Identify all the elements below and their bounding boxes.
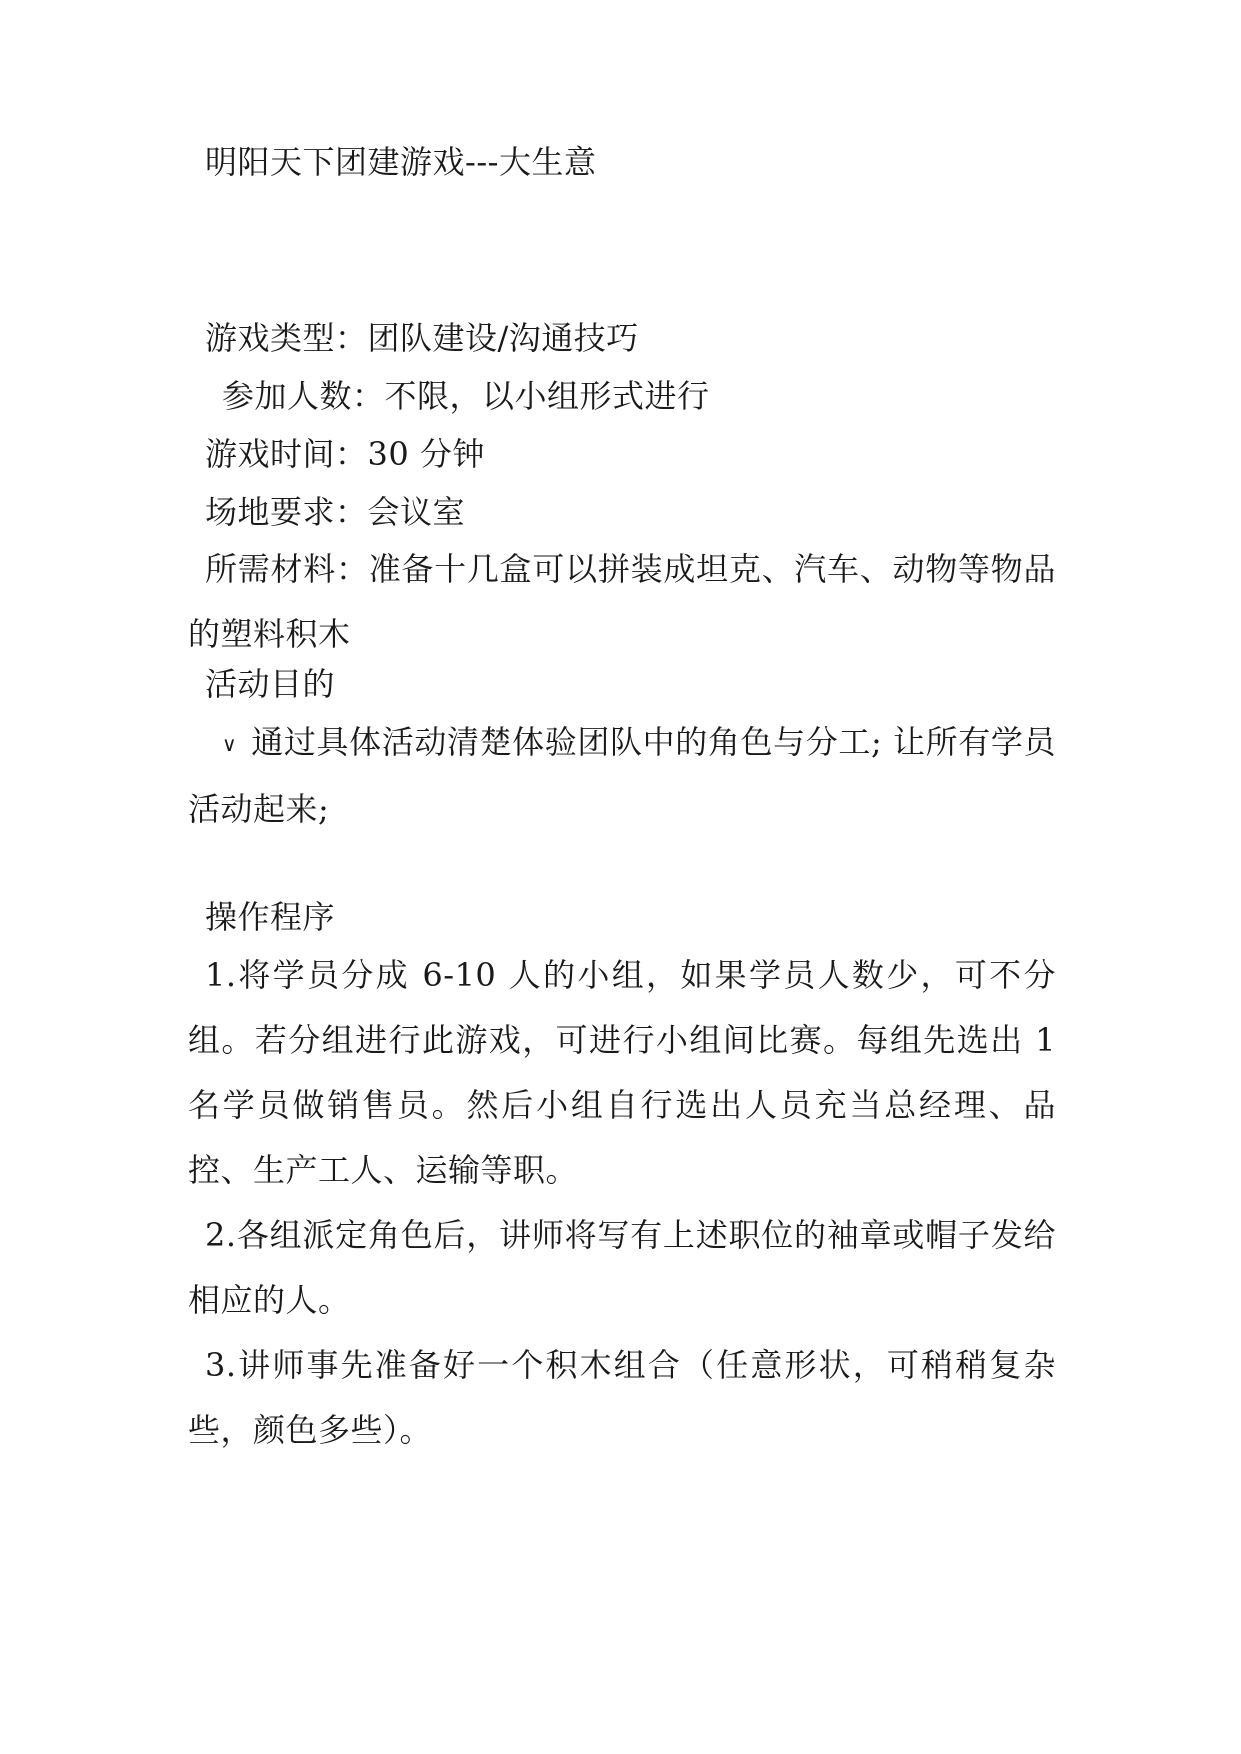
procedure-step-1: 1.将学员分成 6-10 人的小组，如果学员人数少，可不分组。若分组进行此游戏，可进行小组间比赛。每组先选出 1 名学员做销售员。然后小组自行选出人员充当总经理、品控、生产工人、运输等职。	[188, 956, 1056, 1189]
procedure-step-3: 3.讲师事先准备好一个积木组合（任意形状，可稍稍复杂些，颜色多些）。	[188, 1346, 1056, 1449]
info-participants: 参加人数：不限，以小组形式进行	[222, 377, 710, 415]
info-materials: 所需材料：准备十几盒可以拼装成坦克、汽车、动物等物品的塑料积木	[188, 550, 1056, 653]
purpose-item	[188, 710, 1056, 842]
document-title: 明阳天下团建游戏---大生意	[205, 143, 597, 181]
purpose-heading: 活动目的	[205, 665, 336, 703]
purpose-text: 通过具体活动清楚体验团队中的角色与分工; 让所有学员活动起来;	[188, 723, 1056, 828]
info-venue: 场地要求：会议室	[205, 493, 466, 531]
procedure-heading: 操作程序	[205, 898, 336, 936]
checkmark-icon: ∨	[222, 732, 238, 756]
procedure-step-2: 2.各组派定角色后，讲师将写有上述职位的袖章或帽子发给相应的人。	[188, 1216, 1056, 1319]
info-game-type: 游戏类型：团队建设/沟通技巧	[205, 319, 639, 357]
info-game-time: 游戏时间：30 分钟	[205, 435, 485, 473]
